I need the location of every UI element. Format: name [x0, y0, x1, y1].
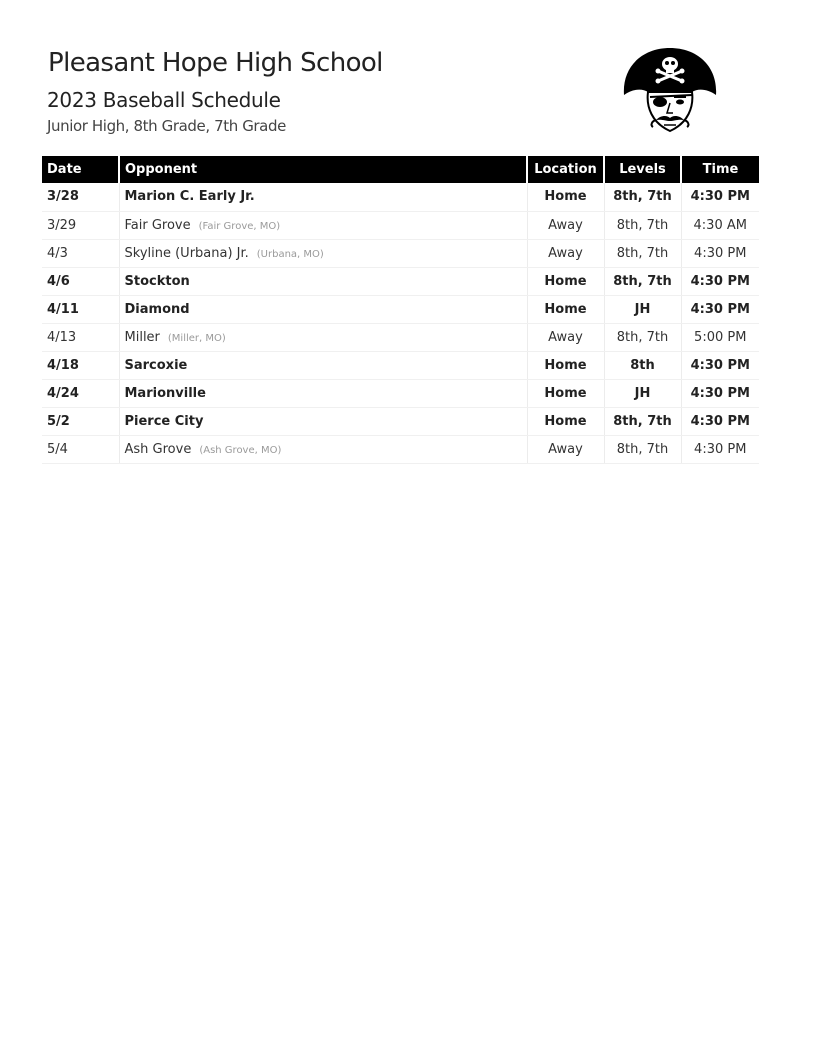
- school-name: Pleasant Hope High School: [48, 48, 383, 78]
- opponent-name: Diamond: [124, 301, 190, 317]
- table-row: [42, 239, 759, 267]
- table-row: [42, 295, 759, 323]
- levels-cell: JH: [604, 379, 681, 407]
- schedule-table: [42, 156, 759, 464]
- date-cell: 4/24: [42, 379, 119, 407]
- location-cell: Home: [527, 267, 604, 295]
- levels-cell: 8th, 7th: [604, 407, 681, 435]
- time-cell: 4:30 PM: [681, 239, 759, 267]
- date-cell: 3/28: [42, 183, 119, 211]
- opponent-name: Pierce City: [124, 413, 204, 429]
- location-cell: Home: [527, 379, 604, 407]
- opponent-name: Fair Grove: [124, 217, 191, 233]
- opponent-cell: [119, 183, 527, 211]
- opponent-cell: [119, 351, 527, 379]
- date-cell: 4/13: [42, 323, 119, 351]
- column-header-date: Date: [42, 156, 119, 183]
- time-cell: 4:30 PM: [681, 267, 759, 295]
- date-cell: 4/3: [42, 239, 119, 267]
- location-cell: Home: [527, 407, 604, 435]
- opponent-cell: [119, 267, 527, 295]
- opponent-cell: [119, 323, 527, 351]
- table-row: [42, 435, 759, 463]
- column-header-opponent: Opponent: [119, 156, 527, 183]
- opponent-name: Sarcoxie: [124, 357, 188, 373]
- table-row: [42, 267, 759, 295]
- table-row: [42, 379, 759, 407]
- opponent-city: (Urbana, MO): [256, 248, 324, 260]
- levels-cell: JH: [604, 295, 681, 323]
- time-cell: 5:00 PM: [681, 323, 759, 351]
- opponent-name: Skyline (Urbana) Jr.: [124, 245, 249, 261]
- levels-cell: 8th, 7th: [604, 267, 681, 295]
- levels-cell: 8th, 7th: [604, 183, 681, 211]
- column-header-location: Location: [527, 156, 604, 183]
- table-row: [42, 351, 759, 379]
- date-cell: 4/18: [42, 351, 119, 379]
- date-cell: 4/11: [42, 295, 119, 323]
- location-cell: Home: [527, 295, 604, 323]
- table-row: [42, 323, 759, 351]
- time-cell: 4:30 AM: [681, 211, 759, 239]
- opponent-name: Marionville: [124, 385, 206, 401]
- opponent-cell: [119, 435, 527, 463]
- time-cell: 4:30 PM: [681, 407, 759, 435]
- table-row: [42, 407, 759, 435]
- time-cell: 4:30 PM: [681, 295, 759, 323]
- levels-cell: 8th: [604, 351, 681, 379]
- location-cell: Away: [527, 211, 604, 239]
- opponent-name: Marion C. Early Jr.: [124, 189, 255, 205]
- time-cell: 4:30 PM: [681, 351, 759, 379]
- date-cell: 5/2: [42, 407, 119, 435]
- location-cell: Home: [527, 183, 604, 211]
- table-header-row: [42, 156, 759, 183]
- pirate-mascot-logo: [620, 45, 720, 135]
- opponent-name: Miller: [124, 329, 160, 345]
- time-cell: 4:30 PM: [681, 183, 759, 211]
- column-header-time: Time: [681, 156, 759, 183]
- opponent-cell: [119, 407, 527, 435]
- location-cell: Away: [527, 435, 604, 463]
- date-cell: 3/29: [42, 211, 119, 239]
- opponent-city: (Miller, MO): [167, 332, 226, 344]
- opponent-cell: [119, 239, 527, 267]
- time-cell: 4:30 PM: [681, 379, 759, 407]
- location-cell: Away: [527, 239, 604, 267]
- date-cell: 5/4: [42, 435, 119, 463]
- opponent-name: Stockton: [124, 273, 190, 289]
- schedule-title: 2023 Baseball Schedule: [47, 88, 281, 112]
- levels-cell: 8th, 7th: [604, 239, 681, 267]
- column-header-levels: Levels: [604, 156, 681, 183]
- table-row: [42, 211, 759, 239]
- schedule-subtitle: Junior High, 8th Grade, 7th Grade: [47, 117, 286, 135]
- location-cell: Away: [527, 323, 604, 351]
- location-cell: Home: [527, 351, 604, 379]
- opponent-city: (Ash Grove, MO): [199, 444, 282, 456]
- levels-cell: 8th, 7th: [604, 435, 681, 463]
- table-row: [42, 183, 759, 211]
- levels-cell: 8th, 7th: [604, 211, 681, 239]
- levels-cell: 8th, 7th: [604, 323, 681, 351]
- time-cell: 4:30 PM: [681, 435, 759, 463]
- opponent-city: (Fair Grove, MO): [198, 220, 281, 232]
- date-cell: 4/6: [42, 267, 119, 295]
- opponent-name: Ash Grove: [124, 441, 192, 457]
- opponent-cell: [119, 379, 527, 407]
- opponent-cell: [119, 211, 527, 239]
- opponent-cell: [119, 295, 527, 323]
